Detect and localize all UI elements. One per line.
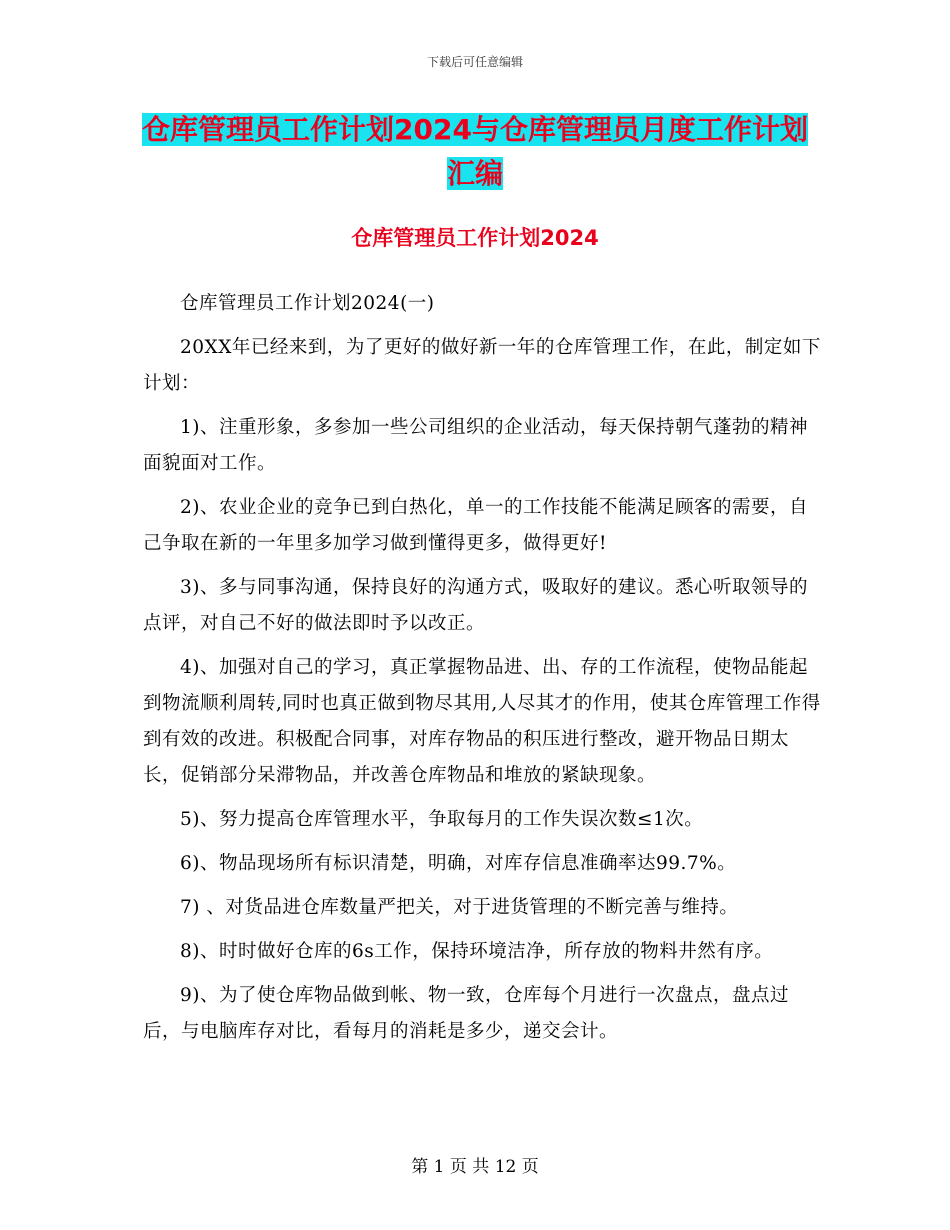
paragraph: 2)、农业企业的竞争已到白热化，单一的工作技能不能满足顾客的需要，自己争取在新的一年里多加学习做到懂得更多，做得更好! (143, 497, 808, 554)
paragraph: 8)、时时做好仓库的6s工作，保持环境洁净，所存放的物料井然有序。 (180, 941, 774, 962)
document-body (143, 286, 823, 1058)
paragraph: 5)、努力提高仓库管理水平，争取每月的工作失误次数≤1次。 (180, 809, 704, 830)
page-number: 第 1 页 共 12 页 (411, 1157, 539, 1177)
paragraph: 6)、物品现场所有标识清楚，明确，对库存信息准确率达99.7%。 (180, 853, 737, 874)
paragraph: 7) 、对货品进仓库数量严把关，对于进货管理的不断完善与维持。 (180, 897, 739, 918)
paragraph: 3)、多与同事沟通，保持良好的沟通方式，吸取好的建议。悉心听取领导的点评，对自己不好的做法即时予以改正。 (143, 577, 808, 634)
header-note: 下载后可任意编辑 (426, 55, 523, 69)
paragraph: 4)、加强对自己的学习，真正掌握物品进、出、存的工作流程，使物品能起到物流顺利周转,同时也真正做到物尽其用,人尽其才的作用，使其仓库管理工作得到有效的改进。积极配合同事，对库存物品的积压进行整改，避开物品日期太长，促销部分呆滞物品，并改善仓库物品和堆放的紧缺现象。 (143, 657, 821, 786)
document-title (0, 108, 950, 196)
paragraph: 9)、为了使仓库物品做到帐、物一致，仓库每个月进行一次盘点，盘点过后，与电脑库存对比，看每月的消耗是多少，递交会计。 (143, 985, 789, 1042)
document-title-line-1: 仓库管理员工作计划2024与仓库管理员月度工作计划 (142, 113, 808, 146)
section-title: 仓库管理员工作计划2024 (351, 226, 599, 250)
document-title-line-2: 汇编 (446, 157, 503, 190)
paragraph: 20XX年已经来到，为了更好的做好新一年的仓库管理工作，在此，制定如下计划： (143, 337, 821, 394)
paragraph: 仓库管理员工作计划2024(一) (180, 293, 435, 314)
paragraph: 1)、注重形象，多参加一些公司组织的企业活动，每天保持朝气蓬勃的精神面貌面对工作。 (143, 417, 808, 474)
